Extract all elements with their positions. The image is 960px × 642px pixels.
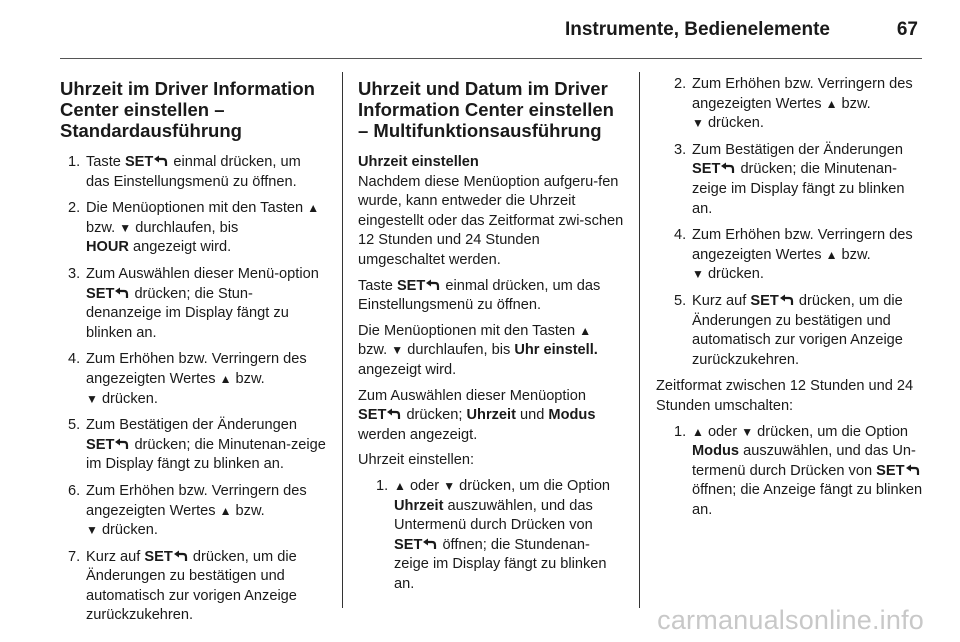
down-triangle-icon: ▼ [119,220,132,235]
return-arrow-icon [425,279,441,292]
list-item: 1. Taste SET einmal drücken, um das Einstellungsmenü zu öffnen. [68,154,301,190]
return-arrow-icon [114,438,130,451]
watermark: carmanualsonline.info [657,605,924,635]
standard-steps-list [60,153,326,626]
set-key-label: SET [86,285,115,302]
up-triangle-icon: ▲ [219,371,232,386]
return-arrow-icon [173,550,189,563]
column-divider-2 [639,72,640,608]
set-key-label: SET [750,292,779,309]
paragraph: Zum Auswählen dieser Menüoption SET drücken; Uhrzeit und Modus werden angezeigt. [358,387,596,443]
return-arrow-icon [720,162,736,175]
multifunction-steps-list [358,477,624,595]
section-heading-multifunction: Uhrzeit und Datum im Driver Information Center einstellen – Multifunktionsausführung [358,78,614,141]
subheading: Uhrzeit einstellen [358,154,479,170]
list-item: 6. Zum Erhöhen bzw. Verringern des angezeigten Wertes ▲ bzw. ▼ drücken. [68,482,307,539]
down-triangle-icon: ▼ [391,343,404,358]
set-key-label: SET [876,462,905,479]
paragraph: Taste SET einmal drücken, um das Einstellungsmenü zu öffnen. [358,277,601,314]
set-key-label: SET [394,536,423,553]
return-arrow-icon [114,287,130,300]
column-1 [60,75,326,633]
return-arrow-icon [779,294,795,307]
up-triangle-icon: ▲ [579,323,592,338]
return-arrow-icon [422,538,438,551]
list-item: 4. Zum Erhöhen bzw. Verringern des angezeigten Wertes ▲ bzw. ▼ drücken. [68,351,307,407]
down-triangle-icon: ▼ [692,267,704,282]
header-title: Instrumente, Bedienelemente [564,19,830,40]
list-item: 3. Zum Bestätigen der Änderungen SET drücken; die Minutenan-zeige im Display fängt zu blinken an. [674,141,905,217]
list-item: 7. Kurz auf SET drücken, um die Änderungen zu bestätigen und automatisch zur vorigen Anzeige zurückzukehren. [68,548,297,624]
up-triangle-icon: ▲ [825,96,838,111]
intro-paragraph: Nachdem diese Menüoption aufgeru-fen wurde, kann entweder die Uhrzeit eingestellt oder das Zeitformat zwi-schen 12 Stunden und 24 Stunden umgeschaltet werden. [358,173,624,268]
set-key-label: SET [86,436,115,453]
set-key-label: SET [396,277,426,294]
up-triangle-icon: ▲ [825,247,838,262]
up-triangle-icon: ▲ [692,424,704,439]
column-divider-1 [342,72,343,608]
column-2 [358,75,624,601]
list-item: 5. Zum Bestätigen der Änderungen SET drücken; die Minutenan-zeige im Display fängt zu blinken an. [68,417,326,473]
paragraph: Die Menüoptionen mit den Tasten ▲ bzw. ▼ durchlaufen, bis Uhr einstell. angezeigt wird. [358,322,598,378]
list-item: 4. Zum Erhöhen bzw. Verringern des angezeigten Wertes ▲ bzw. ▼ drücken. [674,227,913,283]
section-heading-standard: Uhrzeit im Driver Information Center einstellen – Standardausführung [60,78,315,141]
list-item: 1. ▲ oder ▼ drücken, um die Option Modus auszuwählen, und das Un-termenü durch Drücken von SET öffnen; die Anzeige fängt zu blinken an. [674,423,923,518]
down-triangle-icon: ▼ [741,424,754,439]
down-triangle-icon: ▼ [443,478,456,493]
up-triangle-icon: ▲ [307,201,320,216]
return-arrow-icon [386,408,402,421]
list-item: 3. Zum Auswählen dieser Menü-option SET drücken; die Stun-denanzeige im Display fängt zu blinken an. [68,265,319,341]
set-key-label: SET [124,154,154,170]
set-key-label: SET [692,161,721,178]
list-item: 2. Die Menüoptionen mit den Tasten ▲ bzw. ▼ durchlaufen, bis HOUR angezeigt wird. [68,200,320,256]
list-item: 2. Zum Erhöhen bzw. Verringern des angezeigten Wertes ▲ bzw. ▼ drücken. [674,76,913,132]
paragraph: Uhrzeit einstellen: [358,452,474,469]
down-triangle-icon: ▼ [692,116,704,131]
list-item: 1. ▲ oder ▼ drücken, um die Option Uhrzeit auszuwählen, und das Untermenü durch Drücken von SET öffnen; die Stundenan-zeige im Display fängt zu blinken an. [376,477,611,592]
page-header [60,0,922,58]
set-key-label: SET [358,407,387,424]
menu-key-label: Uhr einstell. [514,342,598,359]
set-key-label: SET [144,548,173,565]
return-arrow-icon [905,464,921,477]
column-3 [656,75,926,527]
hour-key-label: HOUR [86,239,129,256]
page-number: 67 [896,19,918,40]
up-triangle-icon: ▲ [219,503,232,518]
format-paragraph: Zeitformat zwischen 12 Stunden und 24 Stunden umschalten: [656,378,914,414]
return-arrow-icon [153,155,169,168]
down-triangle-icon: ▼ [86,523,98,538]
list-item: 5. Kurz auf SET drücken, um die Änderungen zu bestätigen und automatisch zur vorigen Anzeige zurückzukehren. [674,292,903,368]
format-steps-list [656,423,926,521]
multifunction-steps-continued [656,75,926,370]
up-triangle-icon: ▲ [394,478,406,493]
down-triangle-icon: ▼ [86,391,98,406]
header-divider [60,58,922,59]
